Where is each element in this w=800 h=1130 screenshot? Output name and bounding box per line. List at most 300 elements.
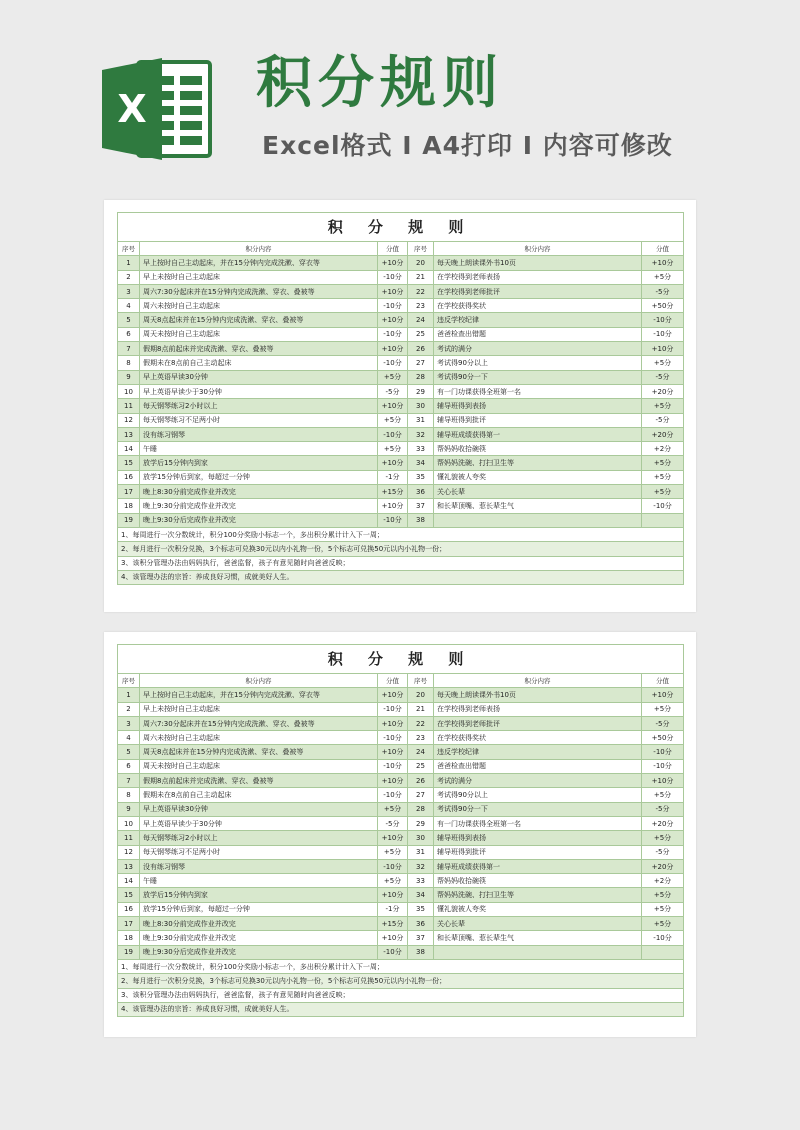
table-row: [118, 370, 684, 384]
row-score: +20分: [642, 384, 684, 398]
row-number: 12: [118, 413, 140, 427]
header-no: 序号: [408, 674, 434, 688]
row-score: +20分: [642, 427, 684, 441]
row-content: 在学校得到老师批评: [434, 716, 642, 730]
row-number: 15: [118, 456, 140, 470]
row-number: 4: [118, 731, 140, 745]
row-number: 4: [118, 299, 140, 313]
row-score: +5分: [642, 917, 684, 931]
row-content: 早上英语早读少于30分钟: [140, 816, 378, 830]
row-content: 每天钢琴练习不足两小时: [140, 413, 378, 427]
header-score: 分值: [378, 674, 408, 688]
row-score: +10分: [378, 888, 408, 902]
row-number: 37: [408, 931, 434, 945]
row-score: +10分: [378, 499, 408, 513]
table-row: [118, 356, 684, 370]
row-number: 20: [408, 256, 434, 270]
table-row: [118, 702, 684, 716]
row-content: 帮妈妈洗碗、打扫卫生等: [434, 456, 642, 470]
table-row: [118, 499, 684, 513]
row-number: 20: [408, 688, 434, 702]
note-text: 1、每周进行一次分数统计，积分100分奖励小标志一个，多出积分累计计入下一周；: [118, 959, 684, 973]
row-score: +10分: [642, 774, 684, 788]
row-content: 放学15分钟后到家，每超过一分钟: [140, 470, 378, 484]
row-score: -5分: [378, 384, 408, 398]
row-number: 13: [118, 859, 140, 873]
row-number: 13: [118, 427, 140, 441]
row-content: 和长辈顶嘴、惹长辈生气: [434, 499, 642, 513]
row-score: +10分: [642, 342, 684, 356]
row-score: -5分: [642, 716, 684, 730]
row-score: +10分: [378, 313, 408, 327]
row-score: -10分: [378, 299, 408, 313]
table-row: [118, 745, 684, 759]
row-number: 17: [118, 485, 140, 499]
row-content: 晚上8:30分前完成作业并改完: [140, 485, 378, 499]
row-number: 32: [408, 427, 434, 441]
row-number: 19: [118, 513, 140, 527]
note-text: 4、该管理办法的宗旨：养成良好习惯，成就美好人生。: [118, 1002, 684, 1016]
row-score: +50分: [642, 299, 684, 313]
row-content: 在学校获得奖状: [434, 299, 642, 313]
row-number: 18: [118, 931, 140, 945]
row-content: 周六7:30分起床并在15分钟内完成洗漱、穿衣、叠被等: [140, 716, 378, 730]
row-score: +10分: [378, 256, 408, 270]
row-score: [642, 513, 684, 527]
row-content: 假期8点前起床并完成洗漱、穿衣、叠被等: [140, 774, 378, 788]
row-content: 有一门功课获得全班第一名: [434, 384, 642, 398]
row-number: 36: [408, 485, 434, 499]
row-number: 25: [408, 327, 434, 341]
row-content: 关心长辈: [434, 917, 642, 931]
excel-icon: [98, 56, 216, 162]
row-content: 考试得90分一下: [434, 370, 642, 384]
row-number: 17: [118, 917, 140, 931]
row-content: 晚上9:30分后完成作业并改完: [140, 945, 378, 959]
row-score: +5分: [642, 399, 684, 413]
row-score: +5分: [642, 356, 684, 370]
row-score: -1分: [378, 902, 408, 916]
row-score: +20分: [642, 859, 684, 873]
row-number: 28: [408, 802, 434, 816]
row-content: 违反学校纪律: [434, 745, 642, 759]
row-score: -10分: [378, 859, 408, 873]
row-content: 懂礼貌被人夸奖: [434, 902, 642, 916]
table-row: [118, 874, 684, 888]
banner-title: 积分规则: [256, 51, 504, 116]
row-number: 30: [408, 399, 434, 413]
header-score: 分值: [642, 242, 684, 256]
row-score: +10分: [378, 931, 408, 945]
row-score: -10分: [642, 327, 684, 341]
table-row: [118, 788, 684, 802]
table-row: [118, 831, 684, 845]
row-number: 18: [118, 499, 140, 513]
table-row: [118, 816, 684, 830]
row-number: 9: [118, 802, 140, 816]
row-score: +10分: [642, 256, 684, 270]
rules-table: [117, 644, 684, 1017]
row-number: 31: [408, 845, 434, 859]
row-number: 15: [118, 888, 140, 902]
row-content: 早上英语早读30分钟: [140, 802, 378, 816]
row-content: 违反学校纪律: [434, 313, 642, 327]
row-content: 假期8点前起床并完成洗漱、穿衣、叠被等: [140, 342, 378, 356]
row-score: +5分: [642, 485, 684, 499]
row-score: +10分: [378, 399, 408, 413]
table-row: [118, 384, 684, 398]
row-content: 考试的满分: [434, 774, 642, 788]
row-content: 放学15分钟后到家，每超过一分钟: [140, 902, 378, 916]
row-number: 8: [118, 788, 140, 802]
row-content: 假期未在8点前自己主动起床: [140, 356, 378, 370]
row-score: +5分: [378, 874, 408, 888]
row-content: 午睡: [140, 874, 378, 888]
note-row: [118, 570, 684, 584]
row-score: +5分: [642, 270, 684, 284]
table-row: [118, 917, 684, 931]
row-content: 假期未在8点前自己主动起床: [140, 788, 378, 802]
row-number: 31: [408, 413, 434, 427]
header-no: 序号: [408, 242, 434, 256]
row-score: +5分: [378, 413, 408, 427]
row-content: 放学后15分钟内到家: [140, 888, 378, 902]
row-content: 晚上9:30分前完成作业并改完: [140, 499, 378, 513]
row-score: +5分: [642, 902, 684, 916]
row-content: 帮妈妈收拾碗筷: [434, 874, 642, 888]
table-row: [118, 513, 684, 527]
table-row: [118, 945, 684, 959]
row-content: 早上英语早读少于30分钟: [140, 384, 378, 398]
row-score: +5分: [378, 442, 408, 456]
row-score: -10分: [378, 327, 408, 341]
row-content: 没有练习钢琴: [140, 427, 378, 441]
note-row: [118, 974, 684, 988]
table-row: [118, 299, 684, 313]
row-number: 3: [118, 284, 140, 298]
row-score: +5分: [378, 370, 408, 384]
row-content: 周六未按时自己主动起床: [140, 731, 378, 745]
row-score: +10分: [378, 831, 408, 845]
row-score: +5分: [642, 470, 684, 484]
row-number: 37: [408, 499, 434, 513]
note-row: [118, 959, 684, 973]
row-score: -10分: [378, 270, 408, 284]
header-content: 积分内容: [434, 242, 642, 256]
row-score: -5分: [642, 284, 684, 298]
excel-logo-letter: X: [117, 87, 147, 131]
row-score: -10分: [642, 745, 684, 759]
header-no: 序号: [118, 242, 140, 256]
table-row: [118, 442, 684, 456]
row-score: +10分: [378, 774, 408, 788]
row-score: +10分: [378, 284, 408, 298]
row-number: 32: [408, 859, 434, 873]
row-number: 38: [408, 513, 434, 527]
row-number: 2: [118, 702, 140, 716]
row-score: +5分: [378, 845, 408, 859]
row-number: 29: [408, 384, 434, 398]
row-content: 辅导班得到批评: [434, 413, 642, 427]
row-content: 辅导班成绩获得第一: [434, 859, 642, 873]
row-score: +5分: [642, 788, 684, 802]
row-number: 30: [408, 831, 434, 845]
row-number: 11: [118, 831, 140, 845]
row-content: 懂礼貌被人夸奖: [434, 470, 642, 484]
table-row: [118, 888, 684, 902]
row-content: 周六7:30分起床并在15分钟内完成洗漱、穿衣、叠被等: [140, 284, 378, 298]
row-number: 19: [118, 945, 140, 959]
row-score: -1分: [378, 470, 408, 484]
header-content: 积分内容: [140, 674, 378, 688]
table-row: [118, 399, 684, 413]
table-row: [118, 284, 684, 298]
row-number: 16: [118, 470, 140, 484]
row-number: 5: [118, 313, 140, 327]
row-content: 每天晚上朗读课外书10页: [434, 256, 642, 270]
note-text: 3、该积分管理办法由妈妈执行，爸爸监督，孩子有意见随时向爸爸反映；: [118, 556, 684, 570]
table-row: [118, 485, 684, 499]
row-number: 21: [408, 702, 434, 716]
row-score: -10分: [378, 427, 408, 441]
row-number: 10: [118, 816, 140, 830]
row-number: 5: [118, 745, 140, 759]
row-number: 12: [118, 845, 140, 859]
row-content: 辅导班成绩获得第一: [434, 427, 642, 441]
row-number: 25: [408, 759, 434, 773]
table-row: [118, 845, 684, 859]
note-row: [118, 1002, 684, 1016]
row-score: +5分: [642, 831, 684, 845]
row-score: -5分: [378, 816, 408, 830]
row-content: 帮妈妈收拾碗筷: [434, 442, 642, 456]
row-number: 36: [408, 917, 434, 931]
row-content: 每天晚上朗读课外书10页: [434, 688, 642, 702]
row-score: -10分: [642, 931, 684, 945]
note-text: 3、该积分管理办法由妈妈执行，爸爸监督，孩子有意见随时向爸爸反映；: [118, 988, 684, 1002]
table-row: [118, 413, 684, 427]
row-score: -5分: [642, 802, 684, 816]
row-score: -10分: [642, 759, 684, 773]
table-row: [118, 688, 684, 702]
row-content: 周天未按时自己主动起床: [140, 759, 378, 773]
note-text: 4、该管理办法的宗旨：养成良好习惯，成就美好人生。: [118, 570, 684, 584]
row-number: 35: [408, 902, 434, 916]
row-score: -10分: [378, 513, 408, 527]
header-content: 积分内容: [140, 242, 378, 256]
row-content: 在学校得到老师批评: [434, 284, 642, 298]
note-text: 1、每周进行一次分数统计，积分100分奖励小标志一个，多出积分累计计入下一周；: [118, 527, 684, 541]
row-content: 在学校得到老师表扬: [434, 702, 642, 716]
row-score: +2分: [642, 442, 684, 456]
row-content: 有一门功课获得全班第一名: [434, 816, 642, 830]
row-content: 周六未按时自己主动起床: [140, 299, 378, 313]
table-row: [118, 931, 684, 945]
row-number: 3: [118, 716, 140, 730]
table-row: [118, 342, 684, 356]
row-content: 晚上9:30分后完成作业并改完: [140, 513, 378, 527]
row-content: 没有练习钢琴: [140, 859, 378, 873]
row-score: -10分: [642, 499, 684, 513]
table-row: [118, 802, 684, 816]
note-row: [118, 556, 684, 570]
row-content: [434, 513, 642, 527]
sheet-page-2: [104, 632, 696, 1037]
row-content: 晚上8:30分前完成作业并改完: [140, 917, 378, 931]
row-score: -10分: [378, 356, 408, 370]
table-row: [118, 759, 684, 773]
row-number: 24: [408, 745, 434, 759]
row-content: 和长辈顶嘴、惹长辈生气: [434, 931, 642, 945]
row-number: 14: [118, 874, 140, 888]
row-content: 每天钢琴练习2小时以上: [140, 831, 378, 845]
row-content: 晚上9:30分前完成作业并改完: [140, 931, 378, 945]
table-row: [118, 270, 684, 284]
note-row: [118, 542, 684, 556]
row-score: -10分: [642, 313, 684, 327]
sheet-page-1: [104, 200, 696, 612]
row-score: +10分: [378, 456, 408, 470]
row-content: 考试得90分一下: [434, 802, 642, 816]
table-row: [118, 470, 684, 484]
row-content: 周天8点起床并在15分钟内完成洗漱、穿衣、叠被等: [140, 313, 378, 327]
table-row: [118, 427, 684, 441]
row-number: 1: [118, 256, 140, 270]
table-row: [118, 902, 684, 916]
row-number: 23: [408, 299, 434, 313]
row-content: 周天未按时自己主动起床: [140, 327, 378, 341]
row-content: 放学后15分钟内到家: [140, 456, 378, 470]
note-text: 2、每月进行一次积分兑换，3个标志可兑换30元以内小礼物一份，5个标志可兑换50元以内小礼物一份；: [118, 542, 684, 556]
row-number: 33: [408, 874, 434, 888]
header-content: 积分内容: [434, 674, 642, 688]
row-number: 28: [408, 370, 434, 384]
row-number: 21: [408, 270, 434, 284]
row-content: 在学校得到老师表扬: [434, 270, 642, 284]
note-row: [118, 527, 684, 541]
row-number: 33: [408, 442, 434, 456]
row-content: 爸爸检查出错题: [434, 327, 642, 341]
row-content: 考试得90分以上: [434, 788, 642, 802]
row-score: +5分: [642, 888, 684, 902]
row-content: 周天8点起床并在15分钟内完成洗漱、穿衣、叠被等: [140, 745, 378, 759]
row-number: 16: [118, 902, 140, 916]
row-number: 6: [118, 759, 140, 773]
row-content: 辅导班得到表扬: [434, 399, 642, 413]
row-content: 帮妈妈洗碗、打扫卫生等: [434, 888, 642, 902]
row-number: 34: [408, 456, 434, 470]
row-score: +15分: [378, 485, 408, 499]
row-score: +10分: [378, 688, 408, 702]
row-score: +20分: [642, 816, 684, 830]
table-row: [118, 774, 684, 788]
row-number: 27: [408, 356, 434, 370]
row-content: [434, 945, 642, 959]
row-number: 11: [118, 399, 140, 413]
row-content: 考试得90分以上: [434, 356, 642, 370]
row-content: 早上未按时自己主动起床: [140, 702, 378, 716]
row-content: 早上英语早读30分钟: [140, 370, 378, 384]
row-content: 辅导班得到表扬: [434, 831, 642, 845]
row-score: +50分: [642, 731, 684, 745]
row-number: 26: [408, 774, 434, 788]
table-row: [118, 256, 684, 270]
row-content: 每天钢琴练习2小时以上: [140, 399, 378, 413]
row-score: +10分: [378, 716, 408, 730]
row-content: 早上按时自己主动起床，并在15分钟内完成洗漱、穿衣等: [140, 688, 378, 702]
header-score: 分值: [642, 674, 684, 688]
row-number: 38: [408, 945, 434, 959]
row-score: +15分: [378, 917, 408, 931]
row-number: 29: [408, 816, 434, 830]
table-header-row: [118, 674, 684, 688]
header-score: 分值: [378, 242, 408, 256]
row-content: 每天钢琴练习不足两小时: [140, 845, 378, 859]
row-score: -10分: [378, 759, 408, 773]
row-content: 辅导班得到批评: [434, 845, 642, 859]
row-score: [642, 945, 684, 959]
row-content: 早上按时自己主动起床，并在15分钟内完成洗漱、穿衣等: [140, 256, 378, 270]
row-number: 35: [408, 470, 434, 484]
row-number: 34: [408, 888, 434, 902]
row-score: -10分: [378, 702, 408, 716]
row-number: 6: [118, 327, 140, 341]
row-content: 在学校获得奖状: [434, 731, 642, 745]
table-row: [118, 731, 684, 745]
row-number: 9: [118, 370, 140, 384]
row-content: 关心长辈: [434, 485, 642, 499]
row-number: 7: [118, 342, 140, 356]
row-score: +10分: [378, 745, 408, 759]
row-number: 24: [408, 313, 434, 327]
banner-header: [0, 0, 800, 200]
table-row: [118, 859, 684, 873]
row-content: 早上未按时自己主动起床: [140, 270, 378, 284]
row-score: -10分: [378, 945, 408, 959]
header-no: 序号: [118, 674, 140, 688]
note-row: [118, 988, 684, 1002]
row-number: 10: [118, 384, 140, 398]
table-header-row: [118, 242, 684, 256]
table-row: [118, 327, 684, 341]
row-score: -10分: [378, 788, 408, 802]
row-content: 考试的满分: [434, 342, 642, 356]
row-score: -10分: [378, 731, 408, 745]
row-number: 27: [408, 788, 434, 802]
table-title: 积 分 规 则: [118, 213, 684, 242]
row-score: +2分: [642, 874, 684, 888]
row-score: -5分: [642, 413, 684, 427]
row-score: +5分: [642, 456, 684, 470]
table-row: [118, 716, 684, 730]
row-content: 午睡: [140, 442, 378, 456]
note-text: 2、每月进行一次积分兑换，3个标志可兑换30元以内小礼物一份，5个标志可兑换50元以内小礼物一份；: [118, 974, 684, 988]
table-title: 积 分 规 则: [118, 645, 684, 674]
banner-subtitle: Excel格式 I A4打印 I 内容可修改: [262, 131, 673, 160]
row-score: -5分: [642, 370, 684, 384]
row-score: +10分: [642, 688, 684, 702]
row-number: 7: [118, 774, 140, 788]
table-row: [118, 313, 684, 327]
table-row: [118, 456, 684, 470]
row-number: 14: [118, 442, 140, 456]
row-number: 23: [408, 731, 434, 745]
row-number: 22: [408, 716, 434, 730]
row-content: 爸爸检查出错题: [434, 759, 642, 773]
row-number: 8: [118, 356, 140, 370]
row-number: 1: [118, 688, 140, 702]
row-number: 2: [118, 270, 140, 284]
